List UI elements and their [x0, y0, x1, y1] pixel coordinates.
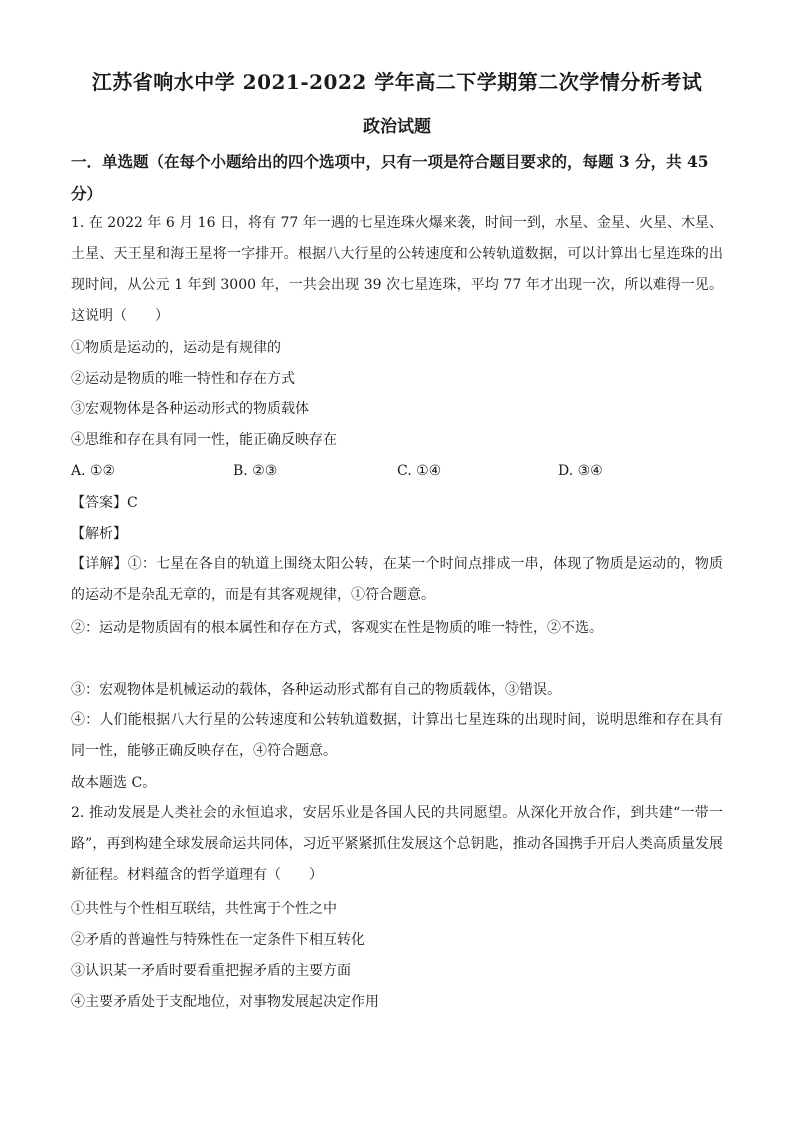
q2-option-3: ③认识某一矛盾时要看重把握矛盾的主要方面 — [71, 963, 351, 979]
q2-stem: 2. 推动发展是人类社会的永恒追求，安居乐业是各国人民的共同愿望。从深化开放合作，到共建“一带一路”，再到构建全球发展命运共同体，习近平紧紧抓住发展这个总钥匙，推动各国携手开启人类高质量发展新征程。材料蕴含的哲学道理有（ ） — [71, 805, 723, 883]
q1-stem: 1. 在 2022 年 6 月 16 日，将有 77 年一遇的七星连珠火爆来袭，时间一到，水星、金星、火星、木星、土星、天王星和海王星将一字排开。根据八大行星的公转速度和公转轨道数据，可以计算出七星连珠的出现时间，从公元 1 年到 3000 年，一共会出现 39 次七星连珠，平均 77 年才出现一次，所以难得一见。这说明（ ） — [71, 215, 723, 324]
q1-choice-c: C. ①④ — [397, 463, 442, 479]
answer-label: 【答案】 — [71, 495, 127, 511]
q1-option-4: ④思维和存在具有同一性，能正确反映存在 — [71, 432, 337, 448]
q1-option-1: ①物质是运动的，运动是有规律的 — [71, 340, 281, 356]
q1-answer — [71, 493, 727, 513]
q2-option-1: ①共性与个性相互联结，共性寓于个性之中 — [71, 901, 337, 917]
q1-analysis-label: 【解析】 — [71, 526, 127, 542]
q1-choices — [71, 460, 727, 482]
q1-detail-4: ④：人们能根据八大行星的公转速度和公转轨道数据，计算出七星连珠的出现时间，说明思维和存在具有同一性，能够正确反映存在，④符合题意。 — [71, 712, 723, 759]
q1-conclusion: 故本题选 C。 — [71, 775, 157, 791]
q1-detail-3: ③：宏观物体是机械运动的载体，各种运动形式都有自己的物质载体，③错误。 — [71, 682, 561, 698]
section-heading: 一．单选题（在每个小题给出的四个选项中，只有一项是符合题目要求的，每题 3 分，共 45 分） — [71, 152, 709, 203]
q2-option-4: ④主要矛盾处于支配地位，对事物发展起决定作用 — [71, 994, 379, 1010]
q1-option-2: ②运动是物质的唯一特性和存在方式 — [71, 371, 295, 387]
q1-detail-2: ②：运动是物质固有的根本属性和存在方式，客观实在性是物质的唯一特性，②不选。 — [71, 620, 603, 636]
q1-choice-b: B. ②③ — [233, 463, 278, 479]
q1-choice-d: D. ③④ — [558, 463, 603, 479]
q2-option-2: ②矛盾的普遍性与特殊性在一定条件下相互转化 — [71, 932, 365, 948]
answer-value: C — [127, 495, 138, 511]
q1-detail-1: 【详解】①：七星在各自的轨道上围绕太阳公转，在某一个时间点排成一串，体现了物质是运动的，物质的运动不是杂乱无章的，而是有其客观规律，①符合题意。 — [71, 556, 723, 603]
page-subtitle: 政治试题 — [363, 117, 431, 137]
page-title: 江苏省响水中学 2021-2022 学年高二下学期第二次学情分析考试 — [91, 70, 703, 94]
q1-choice-a: A. ①② — [71, 463, 116, 479]
q1-option-3: ③宏观物体是各种运动形式的物质载体 — [71, 401, 309, 417]
